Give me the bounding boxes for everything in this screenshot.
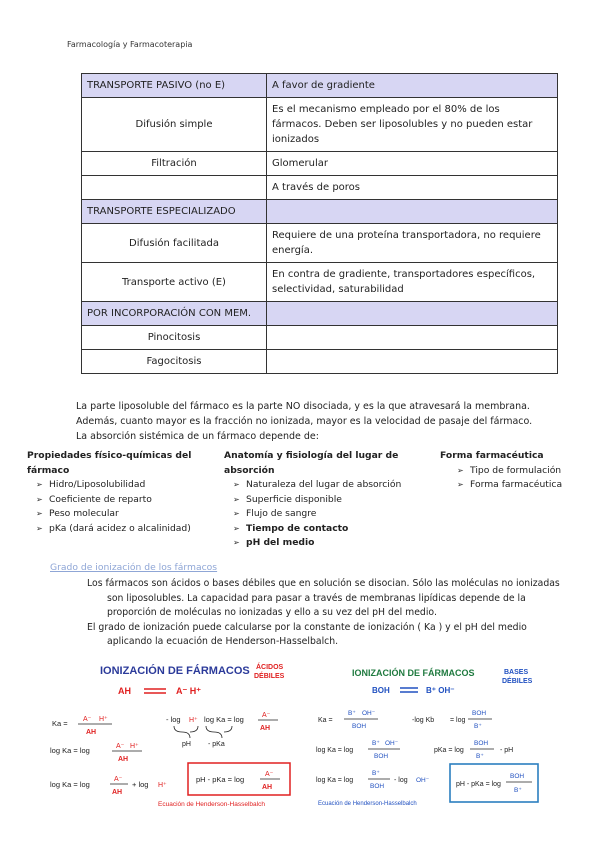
base-oh-minus: OH⁻ [362,710,376,717]
column-heading: Propiedades físico-químicas del fármaco [27,450,192,476]
list-item: ➢ Superficie disponible [224,493,434,508]
acid-logka2-a-minus: A⁻ [114,776,123,783]
base-reaction-right: B⁺ OH⁻ [426,686,455,695]
table-cell-description: Requiere de una proteína transportadora, no requiere energía. [267,224,558,263]
column-pharmaceutical-form [440,449,590,493]
base-eq-pka-b-plus: B⁺ [476,753,484,760]
acid-reaction-left: AH [118,686,131,696]
base-ph-term: - pH [500,747,514,754]
para-line-1: La parte liposoluble del fármaco es la parte NO disociada, y es la que atravesará la membrana. [76,401,530,412]
acid-logka: log Ka = log [50,746,90,755]
base-neglog-eq: = log [450,717,466,724]
acid-neglog: - log [166,715,181,724]
table-cell-mechanism: TRANSPORTE PASIVO (no E) [82,74,267,98]
base-logka-b-plus: B⁺ [372,740,380,747]
table-row [82,326,558,350]
acid-neglog-ah: AH [260,725,271,732]
document-header: Farmacología y Farmacoterapia [67,40,193,49]
acid-fig-title: IONIZACIÓN DE FÁRMACOS [100,665,250,677]
table-cell-mechanism: Difusión facilitada [82,224,267,263]
acid-ah: AH [86,729,97,736]
acid-h-plus: H⁺ [99,716,108,723]
acid-neglog-h: H⁺ [189,717,198,724]
acid-ph: pH [182,741,191,748]
absorption-paragraph [76,399,576,444]
table-cell-description [267,302,558,326]
acid-ka: Ka = [52,719,68,728]
base-logka-boh: BOH [374,753,389,760]
base-logka: log Ka = log [316,747,354,754]
para-line-3: La absorción sistémica de un fármaco depende de: [76,431,319,442]
base-minus-log: - log [394,777,408,784]
table-cell-description: Es el mecanismo empleado por el 80% de los fármacos. Deben ser liposolubles y no pueden estar ionizados [267,98,558,152]
base-ka: Ka = [318,717,333,724]
acid-logka2: log Ka = log [50,780,90,789]
base-eq-pka: pKa = log [434,747,464,754]
table-section-row [82,74,558,98]
acid-logka-ah: AH [118,756,129,763]
list-item: ➢ Forma farmacéutica [448,478,590,493]
acid-plus-log: + log [132,780,149,789]
list-item: ➢ Tipo de formulación [448,464,590,479]
para-line-2: Además, cuanto mayor es la fracción no ionizada, mayor es la velocidad de pasaje del fármaco. [76,416,533,427]
table-cell-description [267,350,558,374]
column-anatomy [224,449,434,551]
acid-pka: - pKa [208,741,225,748]
base-ionization-figure [314,664,546,808]
base-eq-pka-boh: BOH [474,740,489,747]
column-heading: Anatomía y fisiología del lugar de absorción [224,450,399,476]
table-cell-description: En contra de gradiente, transportadores específicos, selectividad, saturabilidad [267,263,558,302]
base-neglog: -log Kb [412,717,435,724]
base-logka2: log Ka = log [316,777,354,784]
acid-neglog-a-minus: A⁻ [262,712,271,719]
acid-box-ah: AH [262,784,273,791]
base-caption: Ecuación de Henderson-Hasselbalch [318,801,417,807]
acid-logka-a-minus: A⁻ [116,743,125,750]
acid-brace-ph [174,726,198,738]
table-cell-description: Glomerular [267,152,558,176]
ionization-section [67,577,567,650]
acid-logka2-ah: AH [112,789,123,796]
acid-fig-label-2: DÉBILES [254,673,285,680]
list-item: ➢ Tiempo de contacto [224,522,434,537]
list-item: ➢ Flujo de sangre [224,507,434,522]
base-box-eq: pH - pKa = log [456,781,501,788]
table-cell-description [267,200,558,224]
base-logka2-boh: BOH [370,783,385,790]
base-box-b-plus: B⁺ [514,787,522,794]
table-section-row [82,302,558,326]
list-item: ➢ Peso molecular [27,507,217,522]
table-cell-mechanism [82,176,267,200]
base-boh: BOH [352,723,367,730]
ionization-paragraph-1: Los fármacos son ácidos o bases débiles que en solución se disocian. Sólo las moléculas no ionizadas son liposolubles. La capacidad para pasar a través de membranas lipídicas depende de la proporción de moléculas no ionizadas y ello a su vez del pH del medio. [87,578,560,618]
ionization-paragraph-2: El grado de ionización puede calcularse por la constante de ionización ( Ka ) y el pH del medio aplicando la ecuación de Henderson-Hasselbalch. [87,621,527,647]
table-cell-mechanism: Pinocitosis [82,326,267,350]
table-cell-mechanism: Difusión simple [82,98,267,152]
acid-box-a-minus: A⁻ [265,771,274,778]
column-physicochemical [27,449,217,536]
table-row [82,350,558,374]
ionization-link[interactable]: Grado de ionización de los fármacos [50,562,218,573]
list-item: ➢ Coeficiente de reparto [27,493,217,508]
acid-reaction-right: A⁻ H⁺ [176,686,202,696]
column-heading: Forma farmacéutica [440,450,544,461]
acid-ionization-figure [48,660,300,808]
table-row [82,152,558,176]
table-cell-description: A través de poros [267,176,558,200]
acid-logka-h-plus: H⁺ [130,743,139,750]
acid-caption: Ecuación de Henderson-Hasselbalch [158,801,265,808]
transport-table [81,73,558,374]
acid-fig-label-1: ÁCIDOS [256,664,284,671]
table-cell-mechanism: Filtración [82,152,267,176]
acid-a-minus: A⁻ [83,716,92,723]
acid-brace-pka [206,726,232,738]
base-reaction-left: BOH [372,686,390,695]
list-item: ➢ pH del medio [224,536,434,551]
base-b-plus: B⁺ [348,710,356,717]
table-row [82,263,558,302]
table-row [82,98,558,152]
base-neglog-boh: BOH [472,710,487,717]
table-row [82,224,558,263]
table-row [82,176,558,200]
acid-box-eq: pH - pKa = log [196,775,245,784]
base-box-boh: BOH [510,773,525,780]
table-section-row [82,200,558,224]
table-cell-description: A favor de gradiente [267,74,558,98]
base-logka-oh-minus: OH⁻ [385,740,399,747]
list-item: ➢ pKa (dará acidez o alcalinidad) [27,522,217,537]
base-fig-label-1: BASES [504,669,529,676]
table-cell-mechanism: Fagocitosis [82,350,267,374]
list-item: ➢ Naturaleza del lugar de absorción [224,478,434,493]
table-cell-mechanism: TRANSPORTE ESPECIALIZADO [82,200,267,224]
table-cell-description [267,326,558,350]
table-cell-mechanism: Transporte activo (E) [82,263,267,302]
acid-plus-log-h: H⁺ [158,782,167,789]
base-fig-title: IONIZACIÓN DE FÁRMACOS [352,668,475,678]
base-neglog-b-plus: B⁺ [474,723,482,730]
base-logka2-b-plus: B⁺ [372,770,380,777]
table-cell-mechanism: POR INCORPORACIÓN CON MEM. [82,302,267,326]
base-minus-log-oh: OH⁻ [416,777,430,784]
base-fig-label-2: DÉBILES [502,678,533,685]
acid-neglog-ka: log Ka = log [204,715,244,724]
list-item: ➢ Hidro/Liposolubilidad [27,478,217,493]
